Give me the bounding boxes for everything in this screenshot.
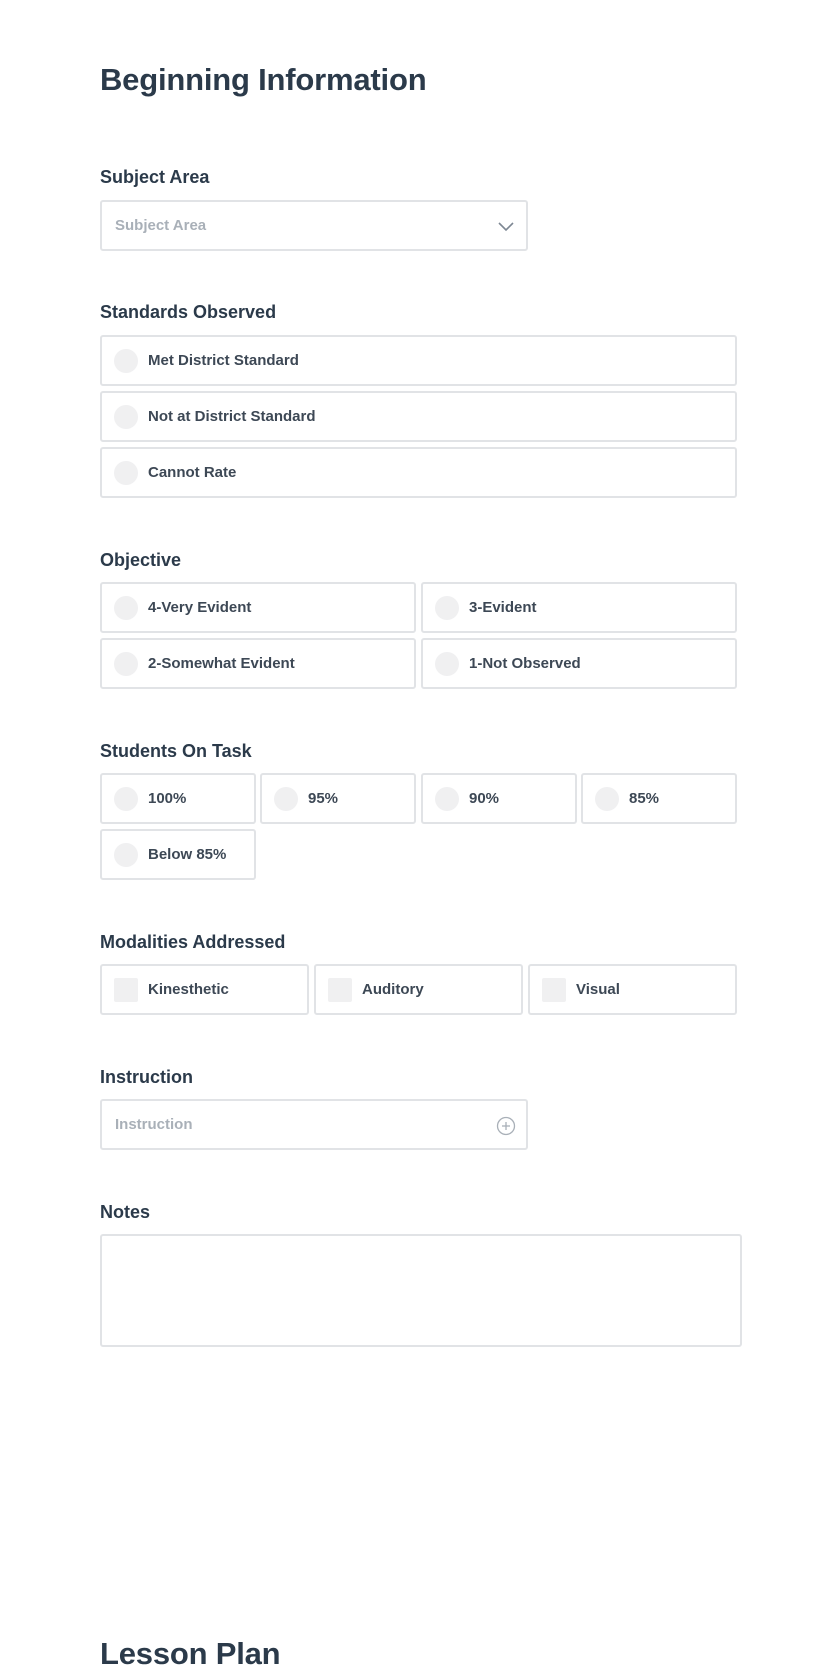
- radio-icon: [435, 787, 459, 811]
- option-label: 100%: [148, 790, 187, 807]
- section-title-lesson-plan: Lesson Plan: [100, 1636, 281, 1671]
- option-label: 2-Somewhat Evident: [148, 655, 295, 672]
- standards-option-not-at[interactable]: [100, 391, 737, 442]
- modality-option-kinesthetic[interactable]: [100, 964, 309, 1015]
- radio-icon: [114, 405, 138, 429]
- option-label: Auditory: [362, 981, 424, 998]
- option-label: Met District Standard: [148, 352, 299, 369]
- standards-option-cannot-rate[interactable]: [100, 447, 737, 498]
- radio-icon: [435, 652, 459, 676]
- option-label: Not at District Standard: [148, 408, 316, 425]
- option-label: Cannot Rate: [148, 464, 237, 481]
- radio-icon: [274, 787, 298, 811]
- checkbox-icon: [542, 978, 566, 1002]
- on-task-option-85[interactable]: [581, 773, 737, 824]
- objective-option-not-observed[interactable]: [421, 638, 737, 689]
- standards-observed-label: Standards Observed: [100, 302, 277, 322]
- option-label: 90%: [469, 790, 500, 807]
- on-task-option-below-85[interactable]: [100, 829, 256, 880]
- modality-option-visual[interactable]: [528, 964, 737, 1015]
- on-task-option-95[interactable]: [260, 773, 416, 824]
- option-label: 85%: [629, 790, 660, 807]
- instruction-input[interactable]: [100, 1099, 528, 1150]
- option-label: Visual: [576, 981, 620, 998]
- standards-option-met[interactable]: [100, 335, 737, 386]
- on-task-option-100[interactable]: [100, 773, 256, 824]
- on-task-option-90[interactable]: [421, 773, 577, 824]
- radio-icon: [114, 461, 138, 485]
- option-label: 4-Very Evident: [148, 599, 252, 616]
- objective-option-somewhat-evident[interactable]: [100, 638, 416, 689]
- radio-icon: [595, 787, 619, 811]
- objective-option-evident[interactable]: [421, 582, 737, 633]
- students-on-task-label: Students On Task: [100, 741, 252, 761]
- instruction-placeholder: Instruction: [115, 1116, 193, 1133]
- radio-icon: [114, 787, 138, 811]
- radio-icon: [114, 349, 138, 373]
- option-label: Kinesthetic: [148, 981, 229, 998]
- option-label: 3-Evident: [469, 599, 537, 616]
- instruction-label: Instruction: [100, 1067, 193, 1087]
- modalities-addressed-label: Modalities Addressed: [100, 932, 286, 952]
- notes-textarea[interactable]: [100, 1234, 742, 1347]
- checkbox-icon: [114, 978, 138, 1002]
- objective-option-very-evident[interactable]: [100, 582, 416, 633]
- option-label: 1-Not Observed: [469, 655, 581, 672]
- objective-label: Objective: [100, 550, 182, 570]
- chevron-down-icon: [498, 219, 514, 233]
- plus-circle-icon[interactable]: [496, 1116, 516, 1136]
- radio-icon: [114, 652, 138, 676]
- radio-icon: [114, 843, 138, 867]
- radio-icon: [435, 596, 459, 620]
- subject-area-select[interactable]: [100, 200, 528, 251]
- checkbox-icon: [328, 978, 352, 1002]
- section-title-beginning-information: Beginning Information: [100, 62, 427, 97]
- subject-area-placeholder: Subject Area: [115, 217, 207, 234]
- modality-option-auditory[interactable]: [314, 964, 523, 1015]
- option-label: 95%: [308, 790, 339, 807]
- subject-area-label: Subject Area: [100, 167, 210, 187]
- radio-icon: [114, 596, 138, 620]
- option-label: Below 85%: [148, 846, 227, 863]
- notes-label: Notes: [100, 1202, 151, 1222]
